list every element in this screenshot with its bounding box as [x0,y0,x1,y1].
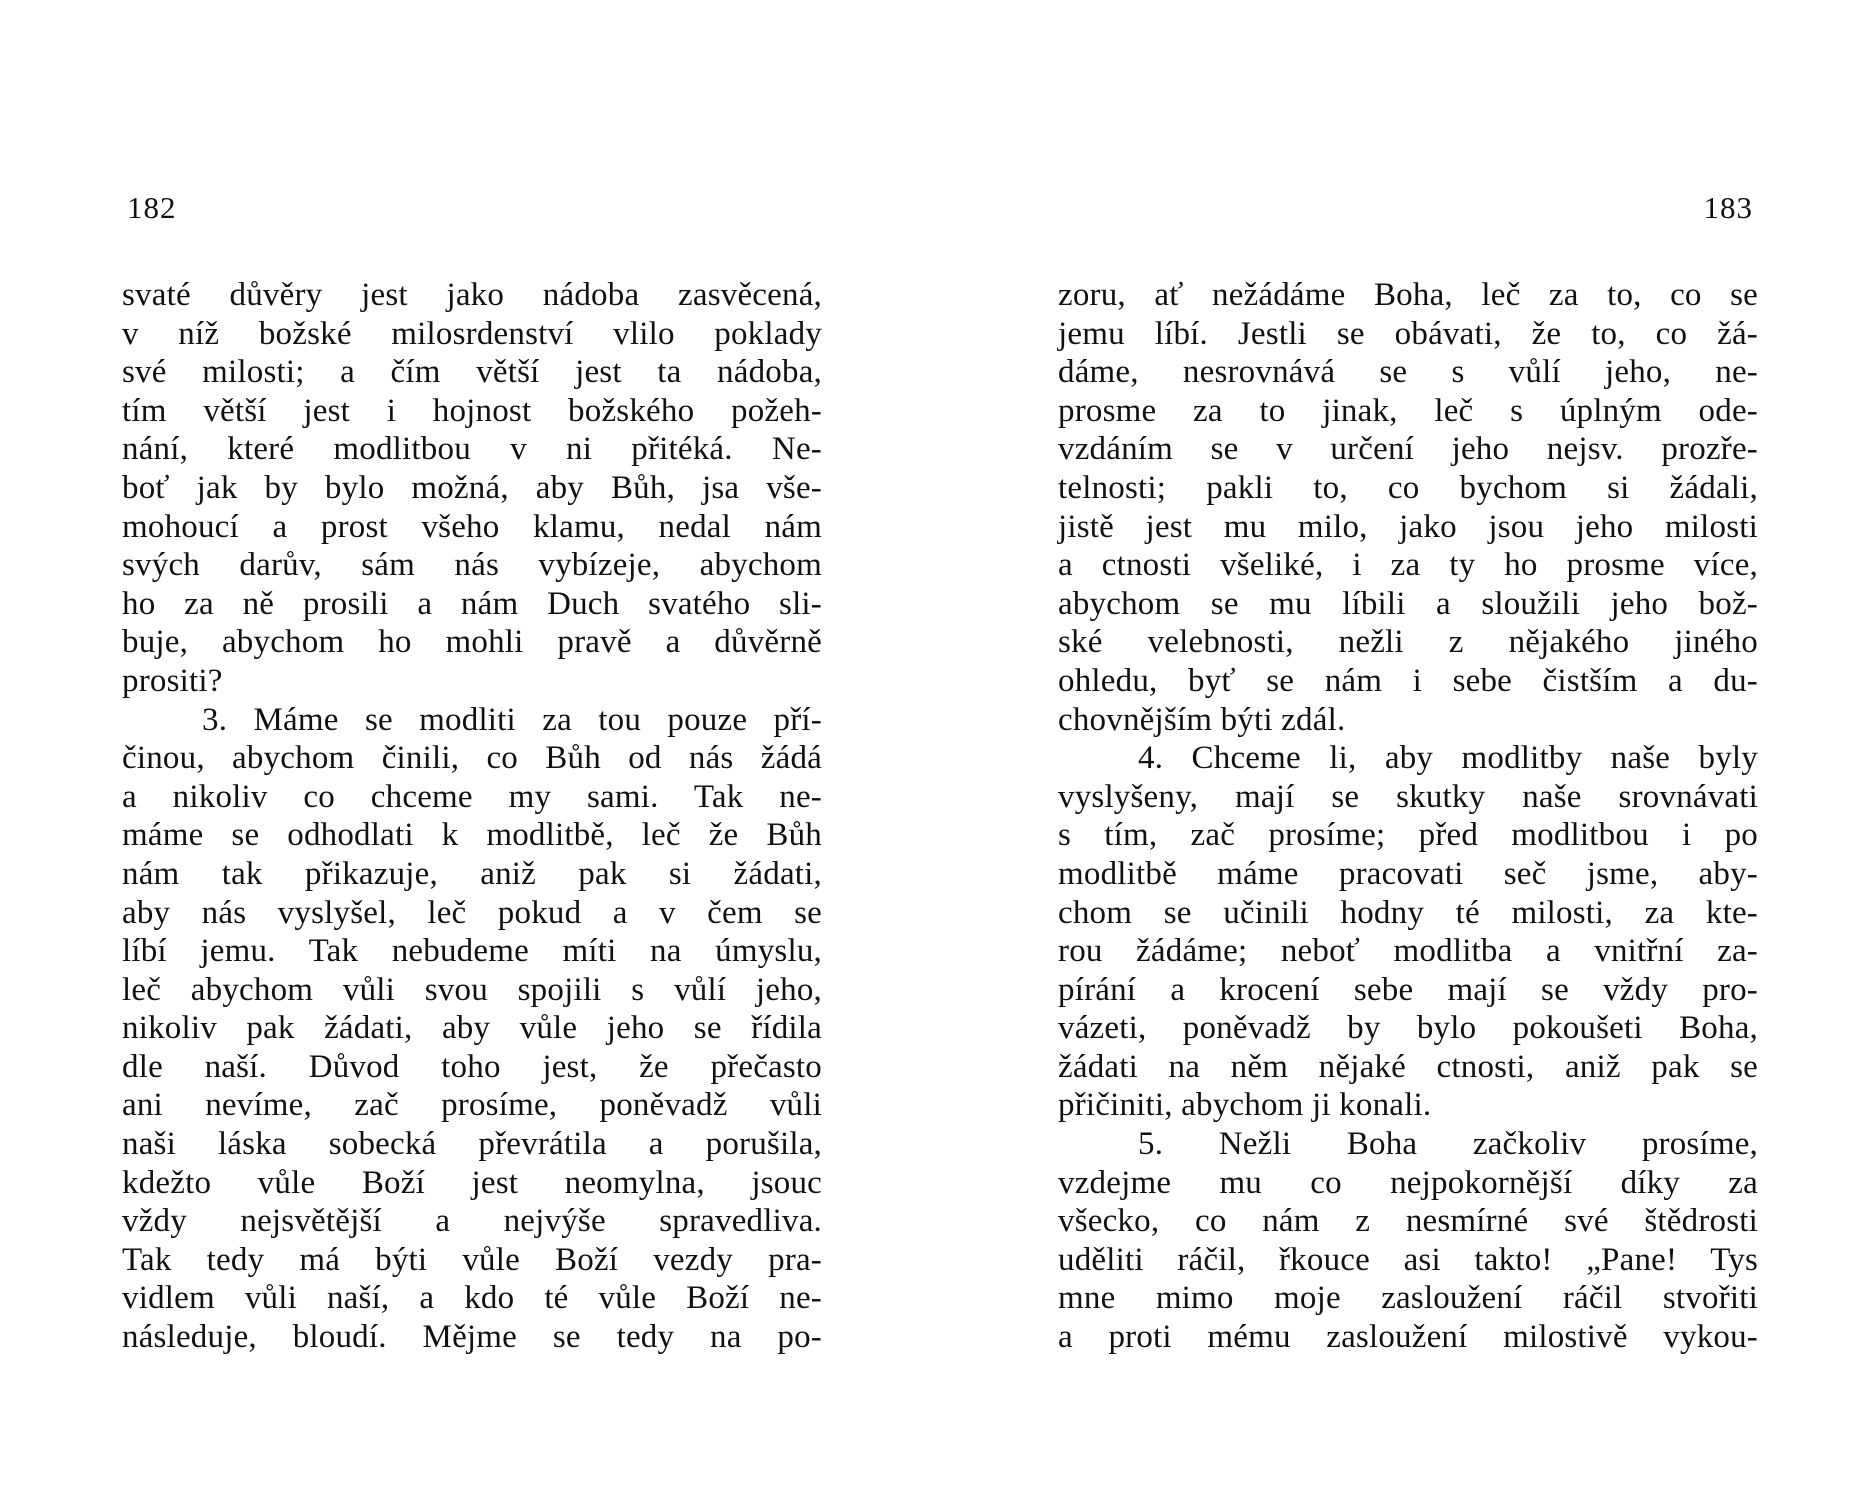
text-line: ho za ně prosili a nám Duch svatého sli- [122,585,822,622]
left-page-text [122,276,822,1357]
text-line: svaté důvěry jest jako nádoba zasvěcená, [122,277,822,313]
text-line: mohoucí a prost všeho klamu, nedal nám [122,508,822,545]
text-line: rou žádáme; neboť modlitba a vnitřní za- [1058,933,1758,970]
text-line: prosme za to jinak, leč s úplným ode- [1058,392,1758,429]
text-line: všecko, co nám z nesmírné své štědrosti [1058,1203,1758,1240]
text-line: žádati na něm nějaké ctnosti, aniž pak se [1058,1048,1758,1085]
right-page-text [1058,276,1758,1357]
text-line: ské velebnosti, nežli z nějakého jiného [1058,624,1758,661]
text-line: telnosti; pakli to, co bychom si žádali, [1058,469,1758,506]
text-line: přičiniti, abychom ji konali. [1058,1087,1432,1124]
text-line: líbí jemu. Tak nebudeme míti na úmyslu, [122,933,822,970]
text-line: vzdejme mu co nejpokornější díky za [1058,1164,1758,1201]
text-line: s tím, zač prosíme; před modlitbou i po [1058,817,1758,854]
page-number-right: 183 [1703,190,1753,225]
text-line: mne mimo moje zasloužení ráčil stvořiti [1058,1280,1758,1317]
text-line: abychom se mu líbili a sloužili jeho bož- [1058,585,1758,622]
text-line: a proti mému zasloužení milostivě vykou- [1058,1319,1758,1356]
text-line: a ctnosti všeliké, i za ty ho prosme více, [1058,547,1758,584]
text-line: nání, které modlitbou v ni přitéká. Ne- [122,431,822,468]
text-line: chom se učinili hodny té milosti, za kte- [1058,894,1758,931]
text-line: nikoliv pak žádati, aby vůle jeho se řídila [122,1010,822,1047]
text-line: vždy nejsvětější a nejvýše spravedliva. [122,1203,822,1240]
text-line: vyslyšeny, mají se skutky naše srovnávati [1058,778,1758,815]
paragraph-start-line: 3. Máme se modliti za tou pouze pří- [202,701,822,738]
text-line: své milosti; a čím větší jest ta nádoba, [122,354,822,391]
text-line: máme se odhodlati k modlitbě, leč že Bůh [122,817,822,854]
text-line: uděliti ráčil, řkouce asi takto! „Pane! Tys [1058,1241,1758,1278]
text-line: buje, abychom ho mohli pravě a důvěrně [122,624,822,661]
text-line: a nikoliv co chceme my sami. Tak ne- [122,778,822,815]
text-line: svých darův, sám nás vybízeje, abychom [122,547,822,584]
text-line: dáme, nesrovnává se s vůlí jeho, ne- [1058,354,1758,391]
text-line: jemu líbí. Jestli se obávati, že to, co žá- [1058,315,1758,352]
text-line: modlitbě máme pracovati seč jsme, aby- [1058,855,1758,892]
text-line: Tak tedy má býti vůle Boží vezdy pra- [122,1241,822,1278]
text-line: aby nás vyslyšel, leč pokud a v čem se [122,894,822,931]
text-line: zoru, ať nežádáme Boha, leč za to, co se [1058,277,1758,313]
text-line: kdežto vůle Boží jest neomylna, jsouc [122,1164,822,1201]
text-line: dle naší. Důvod toho jest, že přečasto [122,1048,822,1085]
text-line: vázeti, poněvadž by bylo pokoušeti Boha, [1058,1010,1758,1047]
text-line: naši láska sobecká převrátila a porušila, [122,1126,822,1163]
text-line: jistě jest mu milo, jako jsou jeho milosti [1058,508,1758,545]
text-line: tím větší jest i hojnost božského požeh- [122,392,822,429]
page-number-left: 182 [127,190,177,225]
text-line: v níž božské milosrdenství vlilo poklady [122,315,822,352]
text-line: nám tak přikazuje, aniž pak si žádati, [122,855,822,892]
text-line: ani nevíme, zač prosíme, poněvadž vůli [122,1087,822,1124]
text-line: vidlem vůli naší, a kdo té vůle Boží ne- [122,1280,822,1317]
text-line: leč abychom vůli svou spojili s vůlí jeho, [122,971,822,1008]
text-line: vzdáním se v určení jeho nejsv. prozře- [1058,431,1758,468]
text-line: prositi? [122,662,223,699]
text-line: boť jak by bylo možná, aby Bůh, jsa vše- [122,469,822,506]
paragraph-start-line: 5. Nežli Boha začkoliv prosíme, [1138,1126,1758,1163]
text-line: chovnějším býti zdál. [1058,701,1346,738]
left-page [122,0,822,1500]
text-line: následuje, bloudí. Mějme se tedy na po- [122,1319,822,1356]
text-line: činou, abychom činili, co Bůh od nás žádá [122,740,822,777]
right-page [1058,0,1758,1500]
paragraph-start-line: 4. Chceme li, aby modlitby naše byly [1138,740,1758,777]
text-line: ohledu, byť se nám i sebe čistším a du- [1058,662,1758,699]
text-line: pírání a krocení sebe mají se vždy pro- [1058,971,1758,1008]
